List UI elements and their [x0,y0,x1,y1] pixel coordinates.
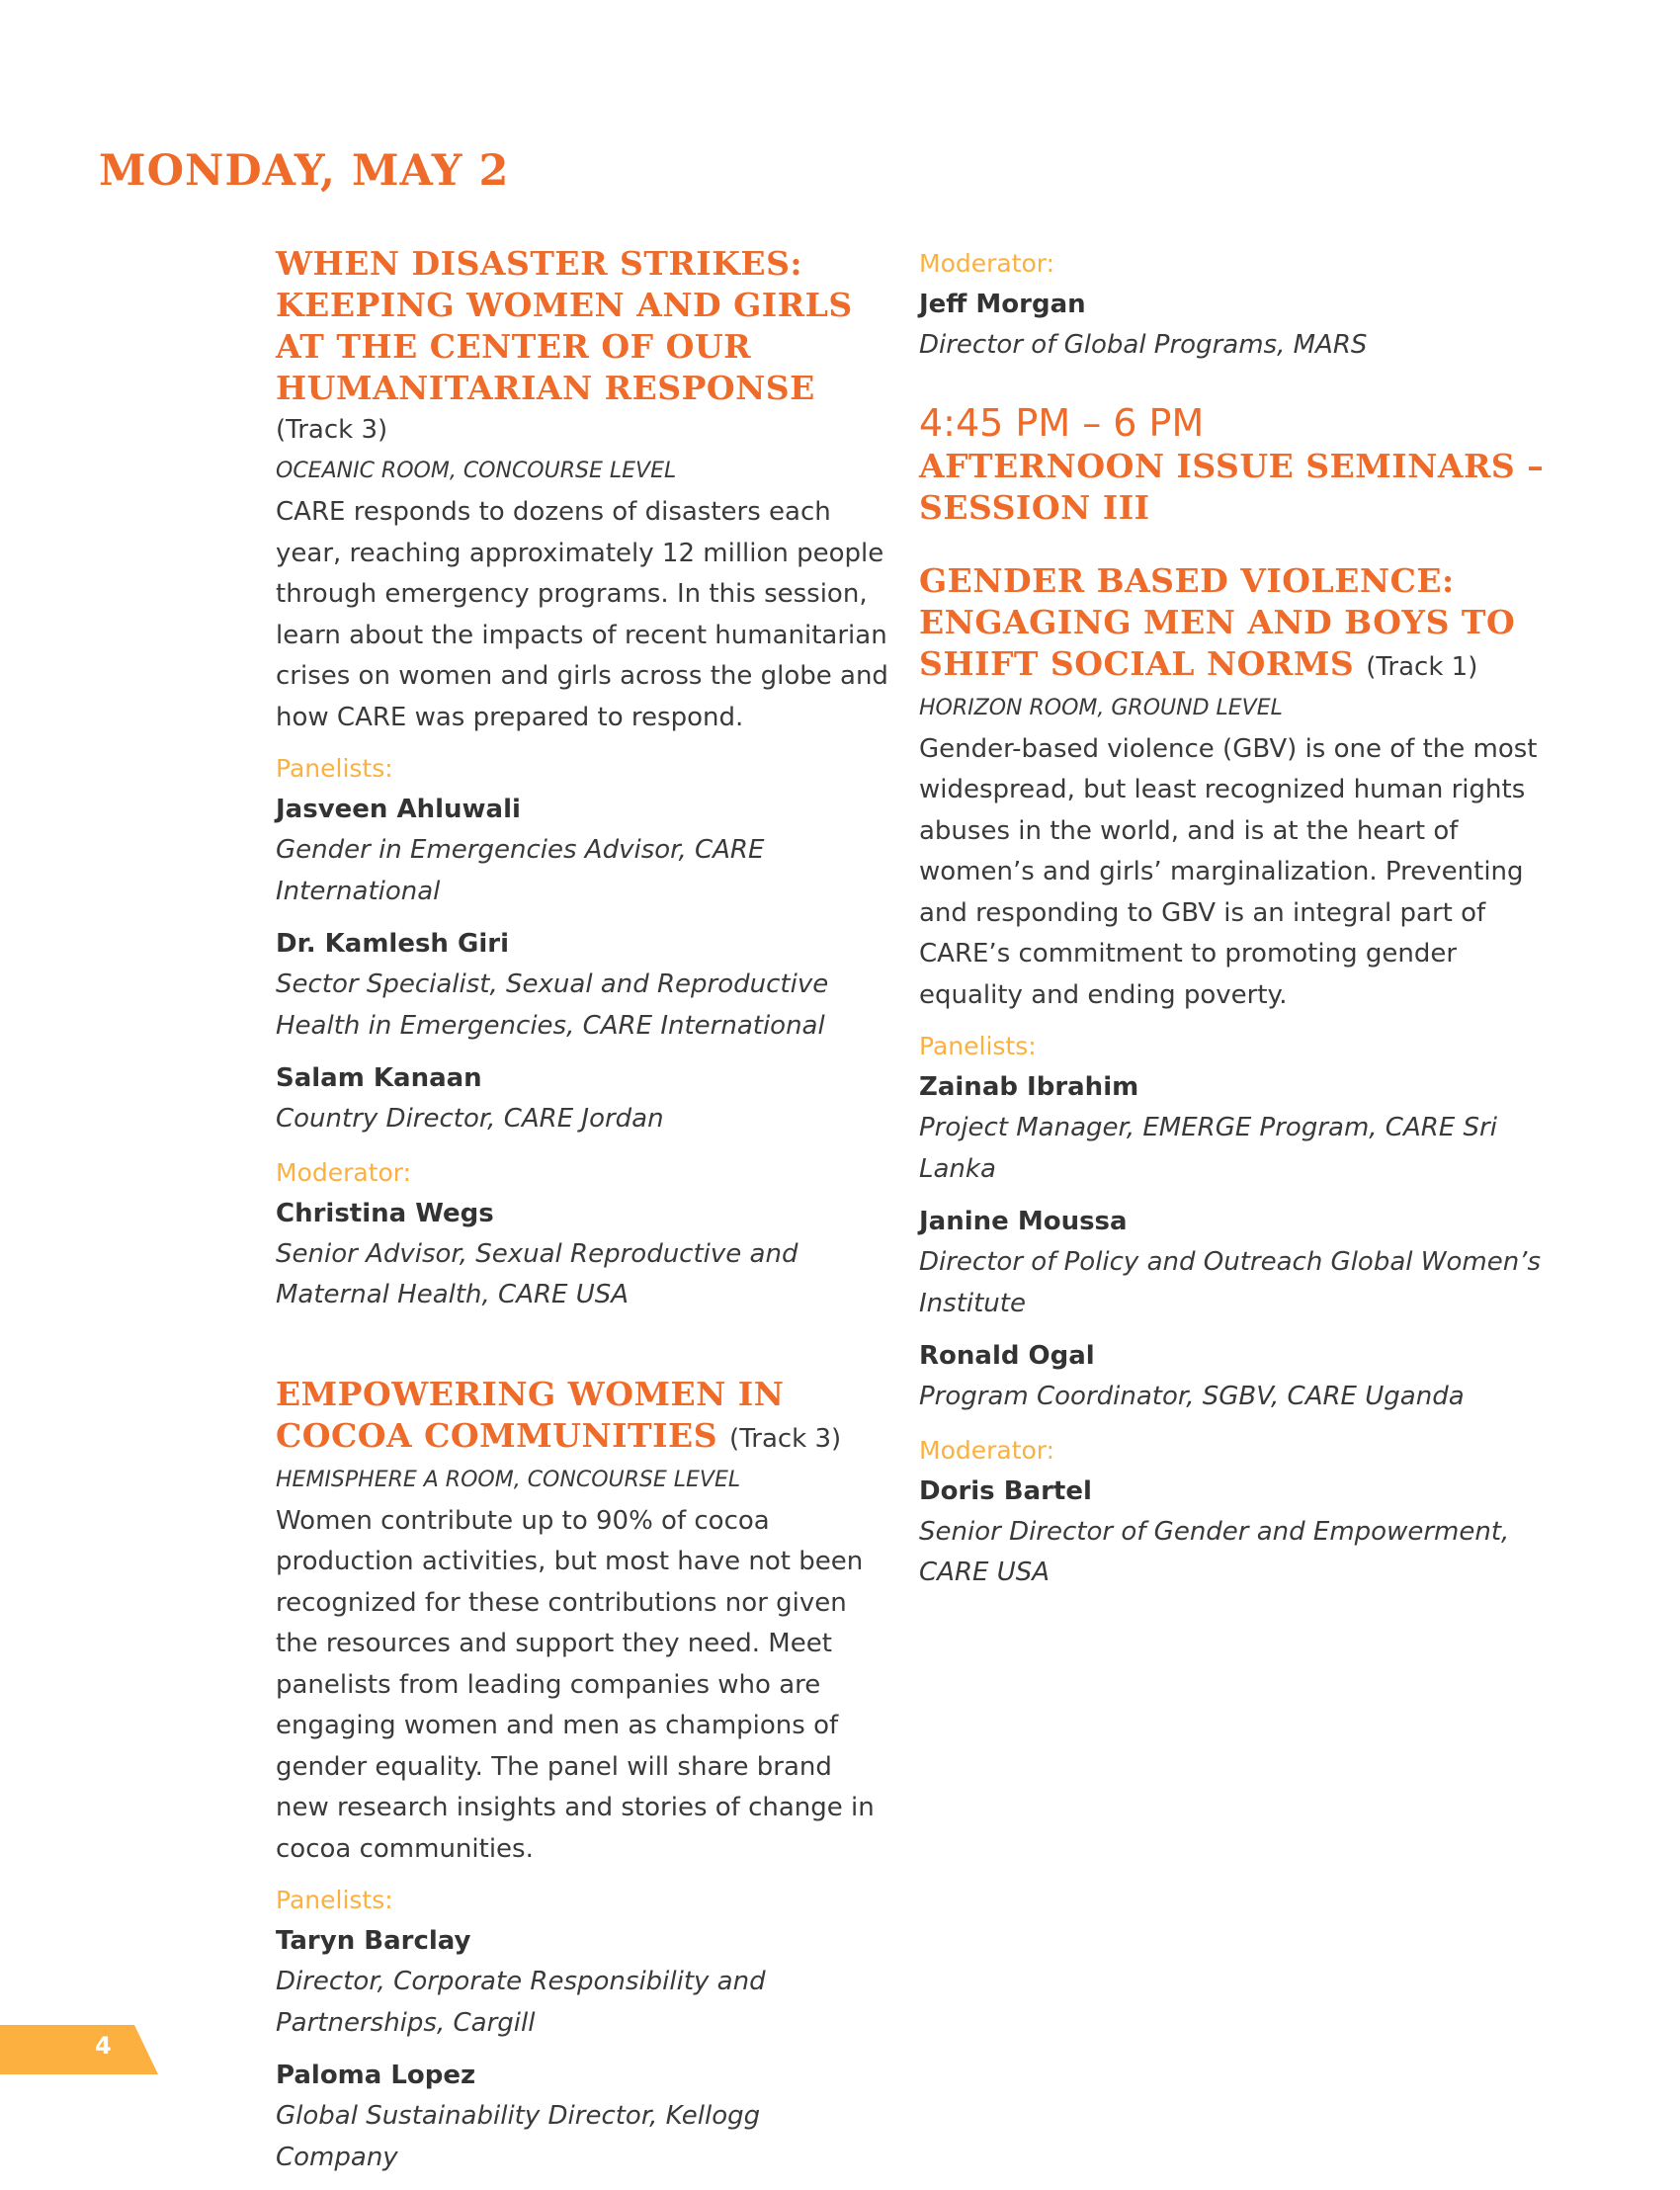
session-title: WHEN DISASTER STRIKES: KEEPING WOMEN AND GIRLS AT THE CENTER OF OUR HUMANITARIAN RESPONSE [276,244,853,407]
session-description: Gender-based violence (GBV) is one of the most widespread, but least recognized human rights abuses in the world, and is at the heart of women’s and girls’ marginalization. Preventing and responding to GBV is an integral part of CARE’s commitment to promoting gender equality and ending poverty. [919,733,1538,1010]
moderator-label: Moderator: [919,1435,1055,1465]
panelists-label: Panelists: [276,1886,393,1914]
moderator-role: Director of Global Programs, MARS [919,330,1368,360]
session-track: (Track 3) [729,1423,842,1454]
session-gbv [919,560,1552,1594]
session-room: HORIZON ROOM, GROUND LEVEL [919,695,1283,720]
seminar-title: AFTERNOON ISSUE SEMINARS – SESSION III [919,446,1545,527]
moderator [276,1194,888,1316]
panelist-role: Global Sustainability Director, Kellogg Company [276,2101,761,2172]
session-title [919,560,1552,688]
moderator [919,285,1552,367]
left-column [276,243,888,2190]
moderator-label: Moderator: [919,249,1055,278]
panelist-name: Ronald Ogal [919,1341,1095,1371]
session-disaster [276,243,888,1316]
panelist-role: Project Manager, EMERGE Program, CARE Sri Lanka [919,1113,1497,1184]
panelist-role: Sector Specialist, Sexual and Reproductive Health in Emergencies, CARE International [276,969,829,1041]
session-title-text: GENDER BASED VIOLENCE: ENGAGING MEN AND BOYS TO SHIFT SOCIAL NORMS [919,560,1516,683]
panelist-role: Gender in Emergencies Advisor, CARE International [276,835,765,906]
panelists-label: Panelists: [276,754,393,783]
session-description: Women contribute up to 90% of cocoa production activities, but most have not been recognized for these contributions nor given the resources and support they need. Meet panelists from leading companies who are engaging women and men as champions of gender equality. The panel will share brand new research insights and stories of change in cocoa communities. [276,1505,875,1864]
panelist-name: Jasveen Ahluwali [276,795,521,824]
panelist-name: Taryn Barclay [276,1926,471,1956]
session-title [276,1374,888,1460]
panelist [919,1202,1552,1324]
page-number: 4 [95,2032,112,2060]
panelist-name: Zainab Ibrahim [919,1072,1139,1102]
panelist-name: Paloma Lopez [276,2061,476,2090]
moderator-name: Christina Wegs [276,1198,494,1228]
moderator [919,1472,1552,1594]
panelist-role: Director of Policy and Outreach Global Women’s Institute [919,1247,1541,1318]
panelist [276,924,888,1047]
session-room: HEMISPHERE A ROOM, CONCOURSE LEVEL [276,1467,741,1492]
session-cocoa [276,1374,888,2179]
moderator-role: Senior Director of Gender and Empowerment, CARE USA [919,1516,1510,1587]
moderator-label: Moderator: [276,1157,412,1187]
panelist [276,790,888,912]
panelist-name: Janine Moussa [919,1207,1128,1236]
session-track: (Track 1) [1366,651,1478,682]
time-slot: 4:45 PM – 6 PM [919,400,1205,445]
moderator-name: Jeff Morgan [919,290,1086,319]
panelists-label: Panelists: [919,1032,1037,1060]
moderator-name: Doris Bartel [919,1475,1092,1506]
panelist-name: Salam Kanaan [276,1063,482,1093]
session-title-text: EMPOWERING WOMEN IN COCOA COMMUNITIES [276,1374,785,1455]
session-track: (Track 3) [276,415,388,445]
panelist-name: Dr. Kamlesh Giri [276,929,509,959]
panelist-role: Director, Corporate Responsibility and Partnerships, Cargill [276,1967,766,2038]
panelist [919,1067,1552,1190]
moderator-role: Senior Advisor, Sexual Reproductive and Maternal Health, CARE USA [276,1238,798,1309]
page-number-tab [0,2025,158,2074]
panelist [919,1336,1552,1418]
panelist [276,2056,888,2178]
right-column [919,243,1552,1606]
panelist [276,1058,888,1140]
session-description: CARE responds to dozens of disasters each year, reaching approximately 12 million people through emergency programs. In this session, learn about the impacts of recent humanitarian crises on women and girls across the globe and how CARE was prepared to respond. [276,497,888,732]
page-title: MONDAY, MAY 2 [99,146,510,196]
panelist-role: Program Coordinator, SGBV, CARE Uganda [919,1382,1465,1411]
session-room: OCEANIC ROOM, CONCOURSE LEVEL [276,459,677,483]
panelist [276,1921,888,2044]
panelist-role: Country Director, CARE Jordan [276,1104,664,1134]
